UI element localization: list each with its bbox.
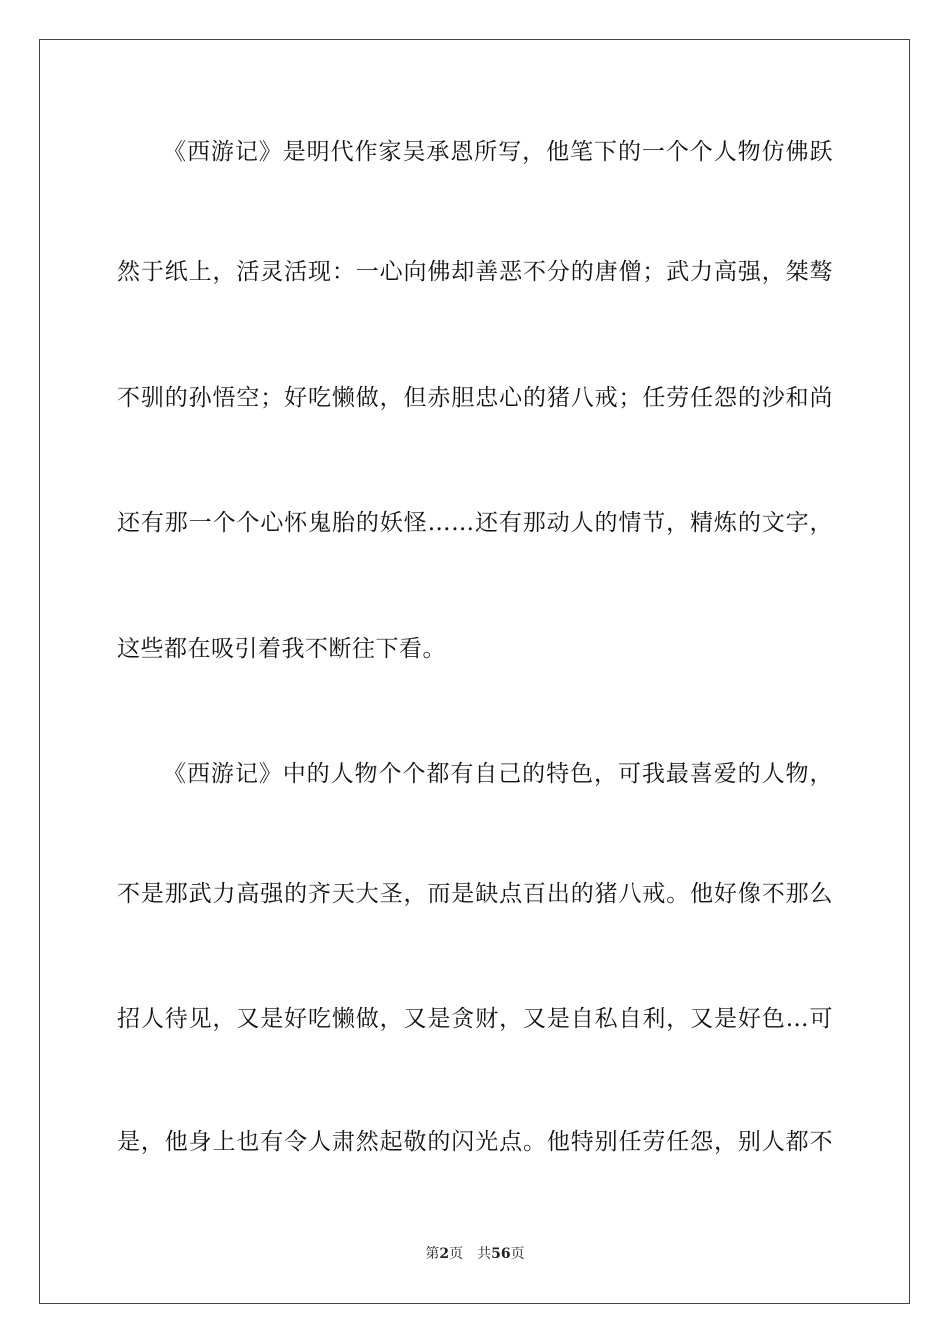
page-footer [0, 1244, 950, 1264]
page-number: 2 [439, 1246, 450, 1262]
page-prefix: 第 [425, 1246, 440, 1262]
paragraph-2-line-3: 招人待见，又是好吃懒做，又是贪财，又是自私自利，又是好色…可 [117, 1006, 833, 1032]
paragraph-1-line-1: 《西游记》是明代作家吴承恩所写，他笔下的一个个人物仿佛跃 [163, 139, 833, 165]
total-suffix: 页 [510, 1246, 525, 1262]
paragraph-1-line-2: 然于纸上，活灵活现：一心向佛却善恶不分的唐僧；武力高强，桀骜 [117, 259, 833, 285]
paragraph-1-line-4: 还有那一个个心怀鬼胎的妖怪……还有那动人的情节，精炼的文字， [117, 510, 833, 536]
paragraph-2-line-2: 不是那武力高强的齐天大圣，而是缺点百出的猪八戒。他好像不那么 [117, 881, 833, 907]
total-prefix: 共 [477, 1246, 492, 1262]
paragraph-1-line-3: 不驯的孙悟空；好吃懒做，但赤胆忠心的猪八戒；任劳任怨的沙和尚 [117, 385, 833, 411]
paragraph-2-line-4: 是，他身上也有令人肃然起敬的闪光点。他特别任劳任怨，别人都不 [117, 1129, 833, 1155]
page-suffix: 页 [449, 1246, 464, 1262]
paragraph-2-line-1: 《西游记》中的人物个个都有自己的特色，可我最喜爱的人物， [163, 761, 833, 787]
total-pages: 56 [491, 1246, 511, 1262]
page-border [39, 39, 910, 1304]
paragraph-1-line-5: 这些都在吸引着我不断往下看。 [117, 636, 446, 662]
